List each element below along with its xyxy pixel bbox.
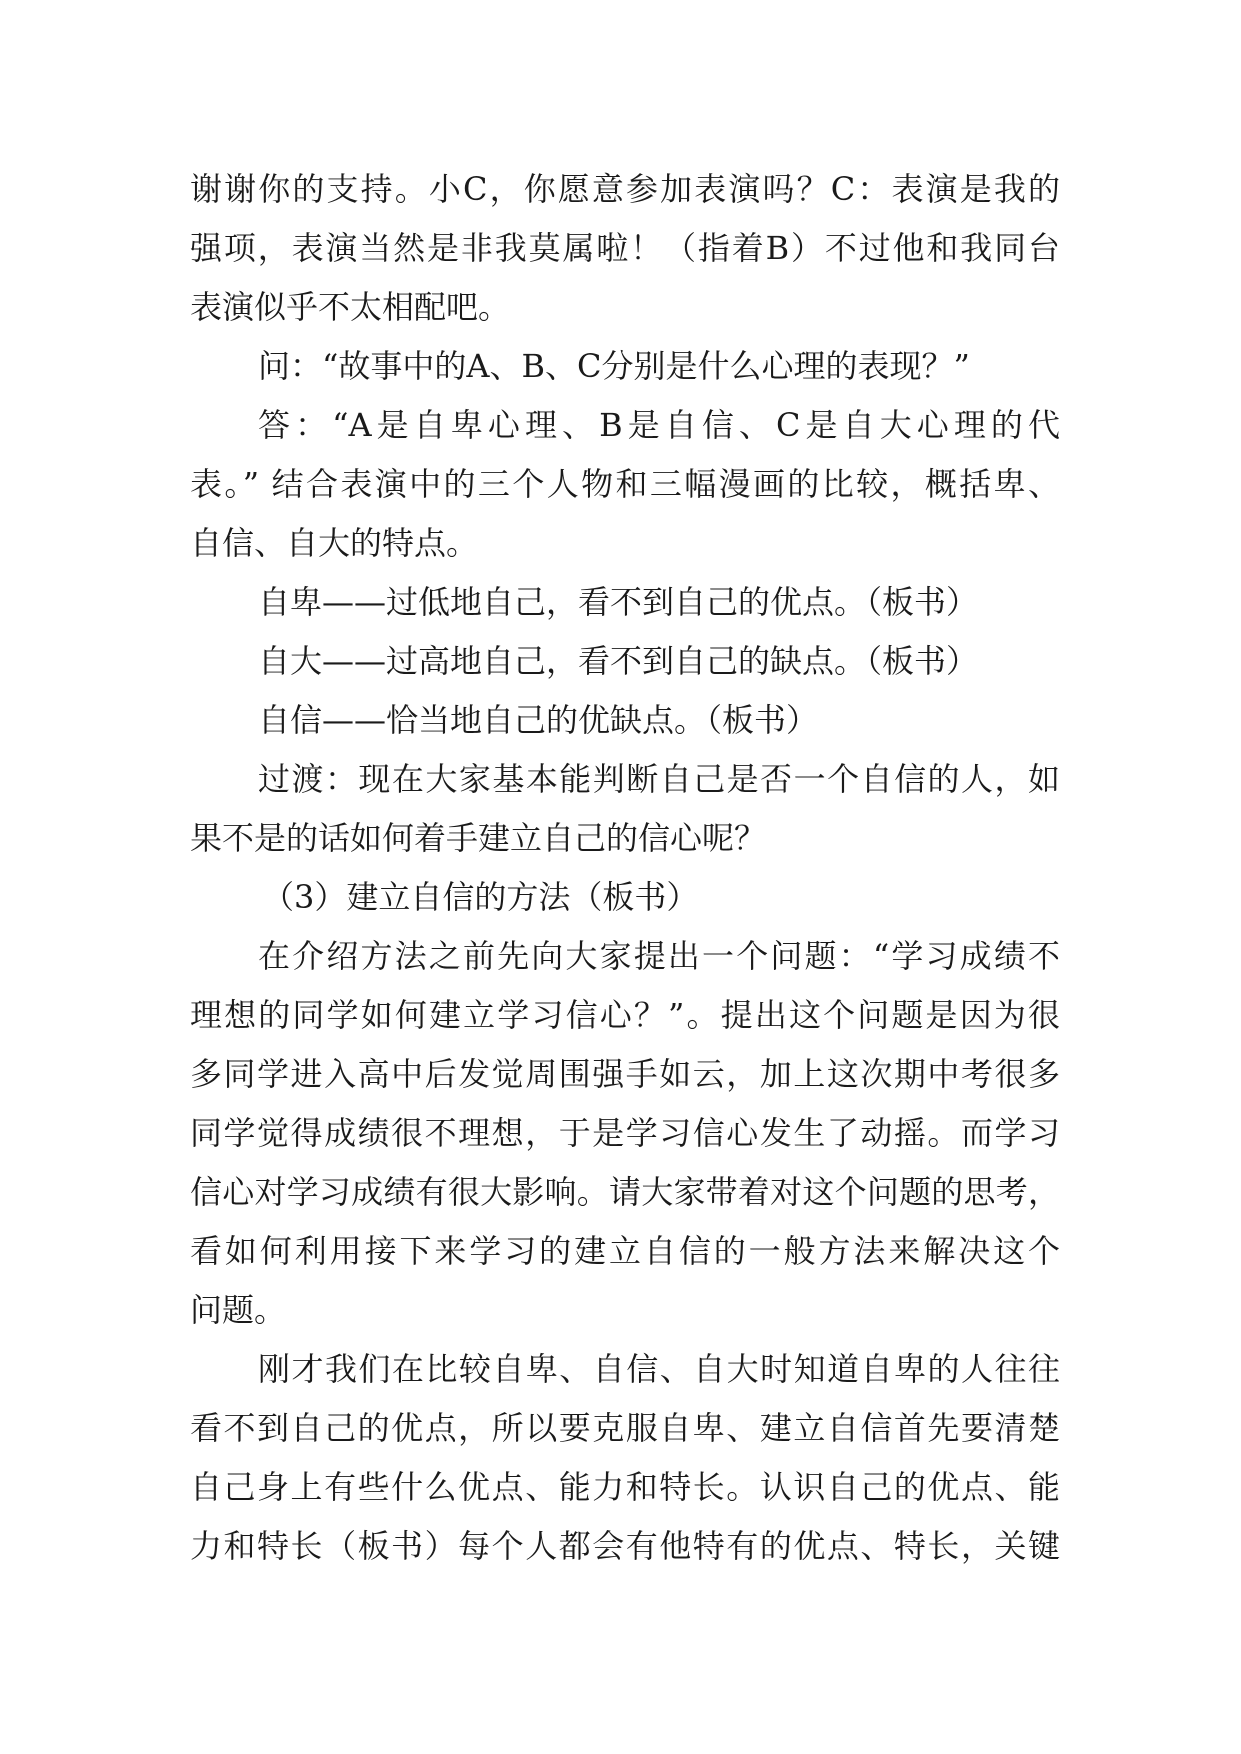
text-line: 答：“A是自卑心理、B是自信、C是自大心理的代 <box>258 406 1060 444</box>
text-line: 过渡：现在大家基本能判断自己是否一个自信的人，如 <box>258 760 1060 798</box>
text-line: 表。” 结合表演中的三个人物和三幅漫画的比较，概括卑、 <box>190 465 1060 503</box>
text-line: 自卑——过低地自己，看不到自己的优点。（板书） <box>258 583 979 621</box>
text-line: 问：“故事中的A、B、C分别是什么心理的表现？” <box>258 347 970 385</box>
text-line: 刚才我们在比较自卑、自信、自大时知道自卑的人往往 <box>258 1350 1060 1388</box>
text-line: 理想的同学如何建立学习信心？”。提出这个问题是因为很 <box>190 996 1060 1034</box>
text-line: 自信——恰当地自己的优缺点。（板书） <box>258 701 819 739</box>
text-line: 在介绍方法之前先向大家提出一个问题：“学习成绩不 <box>258 937 1060 975</box>
text-line: 表演似乎不太相配吧。 <box>190 288 511 326</box>
text-line: 力和特长（板书）每个人都会有他特有的优点、特长，关键 <box>190 1527 1060 1565</box>
section-heading: （3）建立自信的方法（板书） <box>262 878 699 916</box>
text-line: 自己身上有些什么优点、能力和特长。认识自己的优点、能 <box>190 1468 1060 1506</box>
text-line: 多同学进入高中后发觉周围强手如云，加上这次期中考很多 <box>190 1055 1060 1093</box>
text-line: 果不是的话如何着手建立自己的信心呢？ <box>190 819 767 857</box>
text-line: 看不到自己的优点，所以要克服自卑、建立自信首先要清楚 <box>190 1409 1060 1447</box>
text-line: 自大——过高地自己，看不到自己的缺点。（板书） <box>258 642 979 680</box>
text-line: 强项，表演当然是非我莫属啦！（指着B）不过他和我同台 <box>190 229 1060 267</box>
text-line: 问题。 <box>190 1291 287 1329</box>
text-line: 同学觉得成绩很不理想，于是学习信心发生了动摇。而学习 <box>190 1114 1060 1152</box>
text-line: 谢谢你的支持。小C，你愿意参加表演吗？C：表演是我的 <box>190 170 1060 208</box>
text-line: 自信、自大的特点。 <box>190 524 479 562</box>
document-body <box>190 160 1060 1576</box>
text-line: 看如何利用接下来学习的建立自信的一般方法来解决这个 <box>190 1232 1060 1270</box>
text-line: 信心对学习成绩有很大影响。请大家带着对这个问题的思考， <box>190 1173 1060 1211</box>
